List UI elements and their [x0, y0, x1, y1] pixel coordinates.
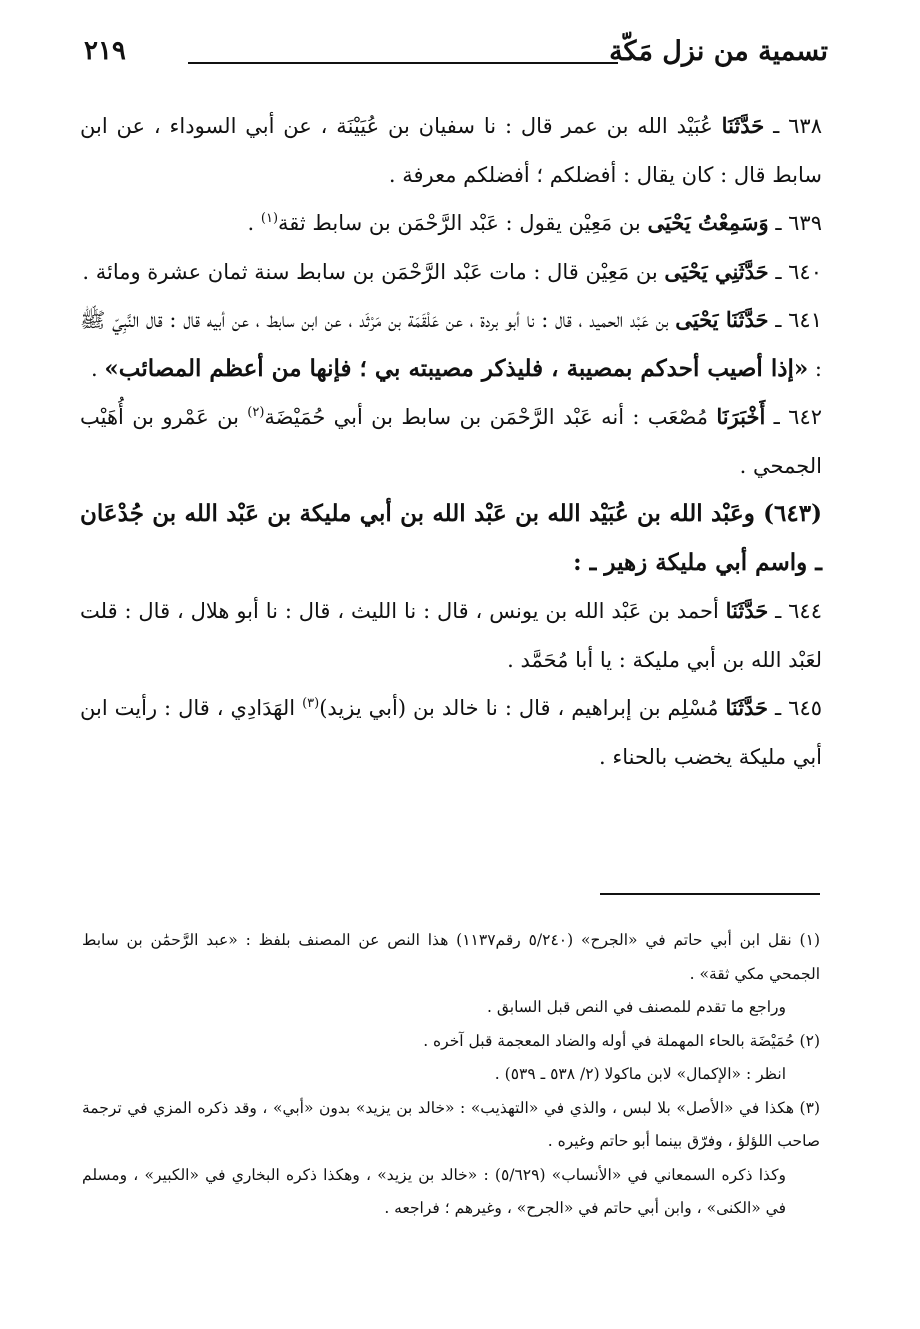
hadith-entry-639	[80, 199, 822, 248]
footnote-text: حُمَيْضَة بالحاء المهملة في أوله والضاد المعجمة قبل آخره .	[423, 1031, 795, 1050]
hadith-entry-642	[80, 393, 822, 490]
entry-number: ٦٤٥ ـ	[775, 696, 823, 720]
footnote-label: (٢)	[799, 1031, 820, 1050]
entry-number: ٦٣٩ ـ	[775, 211, 822, 235]
narration-keyword: حَدَّثَنَا	[725, 598, 769, 623]
entry-text-end: بن عَمْرو بن أُهَيْب الجمحي .	[80, 405, 822, 478]
footnote-text: نقل ابن أبي حاتم في «الجرح» (٥/٢٤٠ رقم١١٣٧) هذا النص عن المصنف بلفظ : «عبد الرَّحمَٰن بن سابط الجمحي مكي ثقة» .	[82, 931, 820, 983]
header-rule	[188, 62, 618, 64]
page-header	[84, 32, 828, 80]
narration-keyword: حَدَّثَنَا	[725, 695, 769, 720]
hadith-entry-644	[80, 587, 822, 684]
hadith-entry-638	[80, 102, 822, 199]
hadith-entry-641	[80, 296, 822, 393]
entry-number: ٦٤٤ ـ	[775, 599, 822, 623]
section-heading: (٦٤٣) وعَبْد الله بن عُبَيْد الله بن عَبْد الله بن أبي مليكة بن عَبْد الله بن جُدْعَان ـ واسم أبي مليكة زهير ـ :	[80, 500, 822, 576]
page-number: ٢١٩	[84, 36, 126, 66]
footnote-text: هكذا في «الأصل» بلا لبس ، والذي في «التهذيب» : «خالد بن يزيد» بدون «أبي» ، وقد ذكره المزي في ترجمة صاحب اللؤلؤ ، وفرّق بينما أبو حاتم وغيره .	[82, 1098, 820, 1150]
footnote-2	[82, 1025, 820, 1059]
entry-number: ٦٤٠ ـ	[775, 259, 822, 284]
entry-text-end: .	[247, 211, 261, 235]
footnote-2-continued: انظر : «الإكمال» لابن ماكولا (٢/ ٥٣٨ ـ ٥٣٩) .	[494, 1065, 786, 1083]
hadith-entry-645	[80, 684, 822, 781]
footnotes	[82, 924, 820, 1226]
entry-text: أحمد بن عَبْد الله بن يونس ، قال : نا الليث ، قال : نا أبو هلال ، قال : قلت لعَبْد الله بن أبي مليكة : يا أبا مُحَمَّد .	[80, 599, 822, 672]
entry-text: مُسْلِم بن إبراهيم ، قال : نا خالد بن (أبي يزيد)	[319, 696, 719, 720]
main-text	[80, 102, 822, 781]
footnote-1-continued: وراجع ما تقدم للمصنف في النص قبل السابق .	[486, 998, 786, 1016]
entry-text-end: .	[91, 356, 105, 381]
entry-text: بن مَعِيْن قال : مات عَبْد الرَّحْمَن بن سابط سنة ثمان عشرة ومائة .	[82, 259, 658, 284]
entry-text: عُبَيْد الله بن عمر قال : نا سفيان بن عُيَيْنَة ، عن أبي السوداء ، عن ابن سابط قال : كان يقال : أفضلكم ؛ أفضلكم معرفة .	[80, 114, 822, 187]
footnote-1	[82, 924, 820, 991]
narration-keyword: أَخْبَرَنَا	[716, 404, 766, 429]
hadith-entry-640	[80, 248, 822, 297]
narration-keyword: وَسَمِعْتُ يَحْيَى	[647, 210, 769, 235]
footnote-ref: (٢)	[247, 405, 265, 420]
entry-text: بن مَعِيْن يقول : عَبْد الرَّحْمَن بن سابط ثقة	[278, 211, 641, 235]
narration-keyword: حَدَّثَنَا	[721, 113, 765, 138]
footnote-label: (٣)	[799, 1098, 820, 1117]
entry-number: ٦٣٨ ـ	[773, 114, 822, 138]
entry-number: ٦٤٢ ـ	[773, 405, 823, 429]
footnote-3-continued: وكذا ذكره السمعاني في «الأنساب» (٥/٦٢٩) : «خالد بن يزيد» ، وهكذا ذكره البخاري في «الكبير» ، ومسلم في «الكنى» ، وابن أبي حاتم في «الجرح» ، وغيرهم ؛ فراجعه .	[82, 1165, 786, 1217]
running-title: تسمية من نزل مَكّة	[609, 36, 828, 67]
footnote-3	[82, 1092, 820, 1159]
entry-text-end: الهَدَادِي ، قال : رأيت ابن أبي مليكة يخضب بالحناء .	[80, 696, 822, 769]
narration-keyword: حَدَّثَنِي يَحْيَى	[664, 258, 769, 284]
footnote-ref: (١)	[260, 211, 279, 226]
entry-text: بن عَبْد الحميد ، قال : نا أبو بردة ، عن عَلْقَمَة بن مَرْثَد ، عن ابن سابط ، عن أبيه قال : قال النَّبِيّ ﷺ :	[80, 308, 822, 381]
entry-text: مُصْعَب : أنه عَبْد الرَّحْمَن بن سابط بن أبي حُمَيْضَة	[264, 405, 708, 429]
hadith-quote: «إذا أصيب أحدكم بمصيبة ، فليذكر مصيبته بي ؛ فإنها من أعظم المصائب»	[104, 354, 809, 382]
footnote-label: (١)	[799, 931, 820, 949]
entry-number: ٦٤١ ـ	[775, 308, 822, 332]
footnote-divider	[600, 893, 820, 895]
narration-keyword: حَدَّثَنَا يَحْيَى	[675, 307, 769, 332]
footnote-ref: (٣)	[302, 696, 320, 711]
